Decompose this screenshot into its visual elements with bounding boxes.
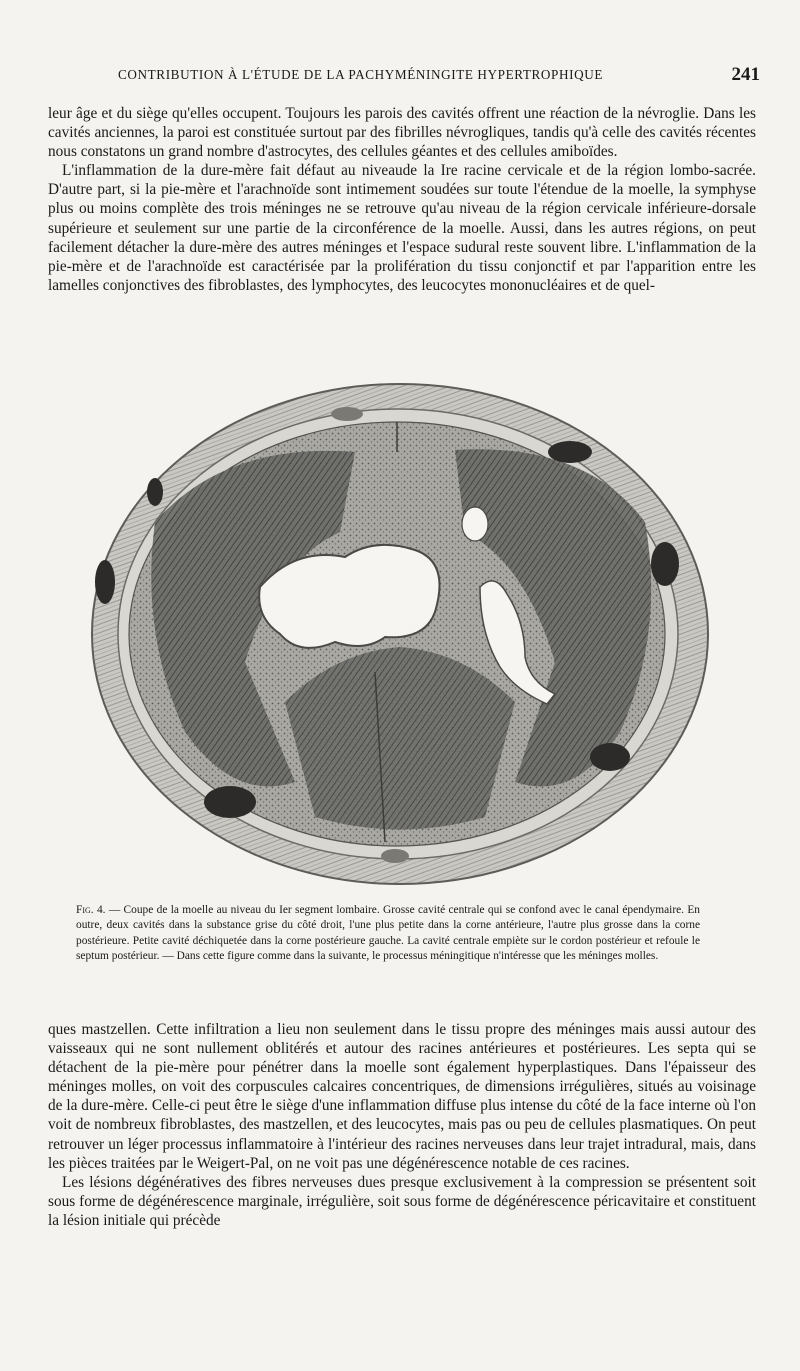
- anterior-horn-cavity: [462, 507, 488, 541]
- posterior-columns: [285, 647, 515, 830]
- figure-caption-text: — Coupe de la moelle au niveau du Ier segment lombaire. Grosse cavité centrale qui se confond avec le canal épendymaire. En outre, deux cavités dans la substance grise du côté droit, l'une plus petite dans la corne antérieure, l'autre plus grosse dans la corne postérieure. Petite cavité déchiquetée dans la corne postérieure gauche. La cavité centrale empiète sur le cordon postérieur et refoule le septum postérieur. — Dans cette figure comme dans la suivante, le processus méningitique n'intéresse que les méninges molles.: [76, 904, 700, 962]
- paragraph: leur âge et du siège qu'elles occupent. Toujours les parois des cavités offrent une réaction de la névroglie. Dans les cavités anciennes, la paroi est constituée surtout par des fibrilles névrogliques, tandis qu'à celle des cavités récentes nous constatons un grand nombre d'astrocytes, des cellules géantes et des cellules amiboïdes.: [48, 105, 756, 161]
- text-block-bottom: [48, 1020, 756, 1230]
- paragraph: L'inflammation de la dure-mère fait défaut au niveaude la Ire racine cervicale et de la région lombo-sacrée. D'autre part, si la pie-mère et l'arachnoïde sont intimement soudées sur toute l'étendue de la moelle, la symphyse plus ou moins complète des trois méninges ne se retrouve qu'au niveau de la région cervicale inférieure-dorsale supérieure et seulement sur une partie de la circonférence de la moelle. Aussi, dans les autres régions, on peut facilement détacher la dure-mère des autres méninges et l'espace sudural reste souvent libre. L'inflammation de la pie-mère et de l'arachnoïde est caractérisée par la prolifération du tissu conjonctif et par l'apparition entre les lamelles conjonctives des fibroblastes, des lymphocytes, des leucocytes mononucléaires et de quel-: [48, 162, 756, 294]
- paragraph: ques mastzellen. Cette infiltration a lieu non seulement dans le tissu propre des méninges mais aussi autour des vaisseaux qui ne sont nullement oblitérés et autour des racines antérieures et postérieures. Les septa qui se détachent de la pie-mère pour pénétrer dans la moelle sont également hyperplastiques. Dans l'épaisseur des méninges molles, on voit des corpuscules calcaires concentriques, de dimensions irrégulières, situés au voisinage de la dure-mère. Celle-ci peut être le siège d'une inflammation diffuse plus intense du côté de la face interne où l'on voit de nombreux fibroblastes, des mastzellen, et des leucocytes, mais pas ou peu de cellules plasmatiques. On peut retrouver un léger processus inflammatoire à l'intérieur des racines nerveuses dans leur trajet intradural, mais, dans les pièces traitées par le Weigert-Pal, on ne voit pas une dégénérescence notable de ces racines.: [48, 1021, 756, 1172]
- figure-caption: [76, 903, 700, 964]
- page-number: 241: [731, 64, 760, 85]
- paragraph: Les lésions dégénératives des fibres nerveuses dues presque exclusivement à la compression se présentent soit sous forme de dégénérescence marginale, irrégulière, soit sous forme de dégénérescence péricavitaire et constituent la lésion initiale qui précède: [48, 1173, 756, 1229]
- spinal-cord-section-figure: [85, 372, 715, 900]
- histology-illustration: [85, 372, 715, 900]
- text-block-top: [48, 104, 756, 295]
- running-header: [118, 62, 760, 88]
- figure-caption-label: Fig. 4.: [76, 904, 106, 916]
- running-title: CONTRIBUTION À L'ÉTUDE DE LA PACHYMÉNINGITE HYPERTROPHIQUE: [118, 67, 603, 82]
